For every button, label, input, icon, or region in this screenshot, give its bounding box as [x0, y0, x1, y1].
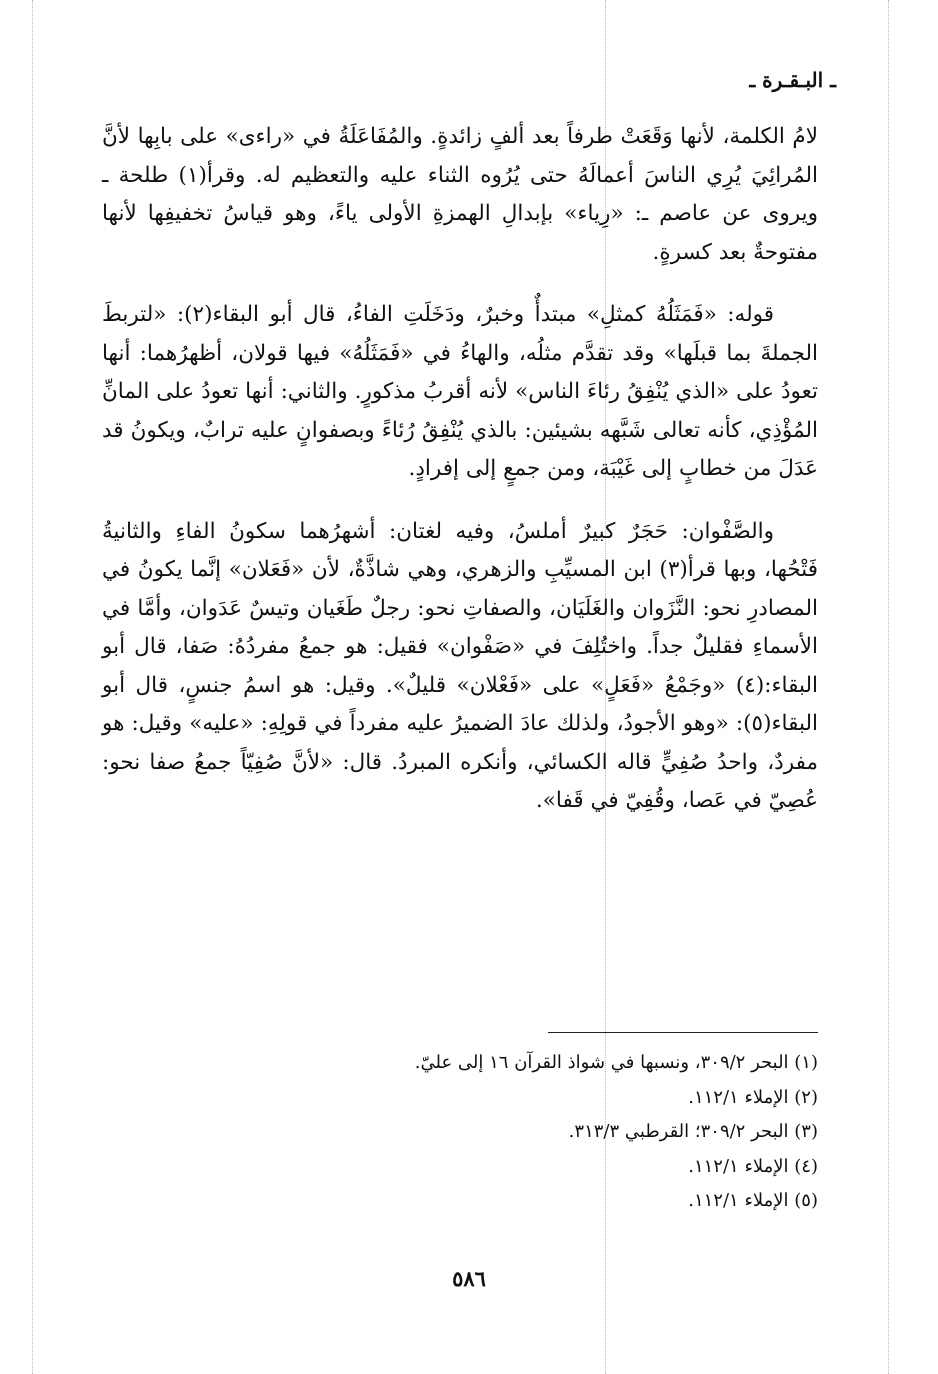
- footnote: (١) البحر ٣٠٩/٢، ونسبها في شواذ القرآن ١٦ إلى عليّ.: [414, 1052, 818, 1073]
- footnote: (٢) الإملاء ١١٢/١.: [688, 1086, 818, 1108]
- paragraph: قوله: «فَمَثَلُهُ كمثلِ» مبتدأٌ وخبرٌ، ودَخَلَتِ الفاءُ، قال أبو البقاء(٢): «لتربطَ الجملةَ بما قبلَها» وقد تقدَّم مثلُه، والهاءُ في «فَمَثَلُهُ» فيها قولان، أظهرُهما: أنها تعودُ على «الذي يُنْفِقُ رئاءَ الناس» لأنه أقربُ مذكورٍ. والثاني: أنها تعودُ على المانِّ المُؤْذِي، كأنه تعالى شَبَّهه بشيئين: بالذي يُنْفِقُ رُئاءً وبصفوانٍ عليه ترابٌ، ويكونُ قد عَدَلَ من خطابٍ إلى غَيْبَة، ومن جمعٍ إلى إفرادٍ.: [102, 302, 818, 481]
- scan-artifact-line: [32, 0, 33, 1374]
- page-number: ٥٨٦: [452, 1266, 486, 1291]
- footnote: (٤) الإملاء ١١٢/١.: [688, 1155, 818, 1177]
- footnotes: [218, 1046, 818, 1219]
- paragraph: لامُ الكلمة، لأنها وَقَعَتْ طرفاً بعد ألفٍ زائدةٍ. والمُفَاعَلَةُ في «راءى» على بابِها لأنَّ المُرائِيَ يُرِي الناسَ أعمالَهُ حتى يُرُوه الثناء عليه والتعظيم له. وقرأ(١) طلحة ـ ويروى عن عاصم ـ: «رِياء» بإبدالِ الهمزةِ الأولى ياءً، وهو قياسُ تخفيفِها لأنها مفتوحةٌ بعد كسرةٍ.: [102, 124, 818, 265]
- paragraph: والصَّفْوان: حَجَرٌ كبيرٌ أملسُ، وفيه لغتان: أشهرُهما سكونُ الفاءِ والثانيةُ فَتْحُها، وبها قرأ(٣) ابن المسيِّبِ والزهري، وهي شاذَّةٌ، لأن «فَعَلان» إنَّما يكونُ في المصادرِ نحو: النَّزَوان والغَلَيَان، والصفاتِ نحو: رجلٌ طَغَيان وتيسٌ عَدَوان، وأمَّا في الأسماءِ فقليلٌ جداً. واختُلِفَ في «صَفْوان» فقيل: هو جمعُ مفردُهُ: صَفا، قال أبو البقاء:(٤) «وجَمْعُ «فَعَلٍ» على «فَعْلان» قليلٌ». وقيل: هو اسمُ جنسٍ، قال أبو البقاء(٥): «وهو الأجودُ، ولذلك عادَ الضميرُ عليه مفرداً في قولِهِ: «عليه» وقيل: هو مفردٌ، واحدُ صُفِيٍّ قاله الكسائي، وأنكره المبردُ. قال: «لأنَّ صُفِيّاً جمعُ صفا نحو: عُصِيّ في عَصا، وقُفِيّ في قَفا».: [102, 518, 818, 813]
- footnote: (٥) الإملاء ١١٢/١.: [688, 1190, 818, 1211]
- footnote: (٣) البحر ٣٠٩/٢؛ القرطبي ٣١٣/٣.: [568, 1121, 818, 1142]
- scan-artifact-line: [888, 0, 889, 1374]
- running-head: ـ البـقـرة ـ: [749, 68, 836, 92]
- body-text: [102, 118, 818, 845]
- footnote-separator: [548, 1032, 818, 1033]
